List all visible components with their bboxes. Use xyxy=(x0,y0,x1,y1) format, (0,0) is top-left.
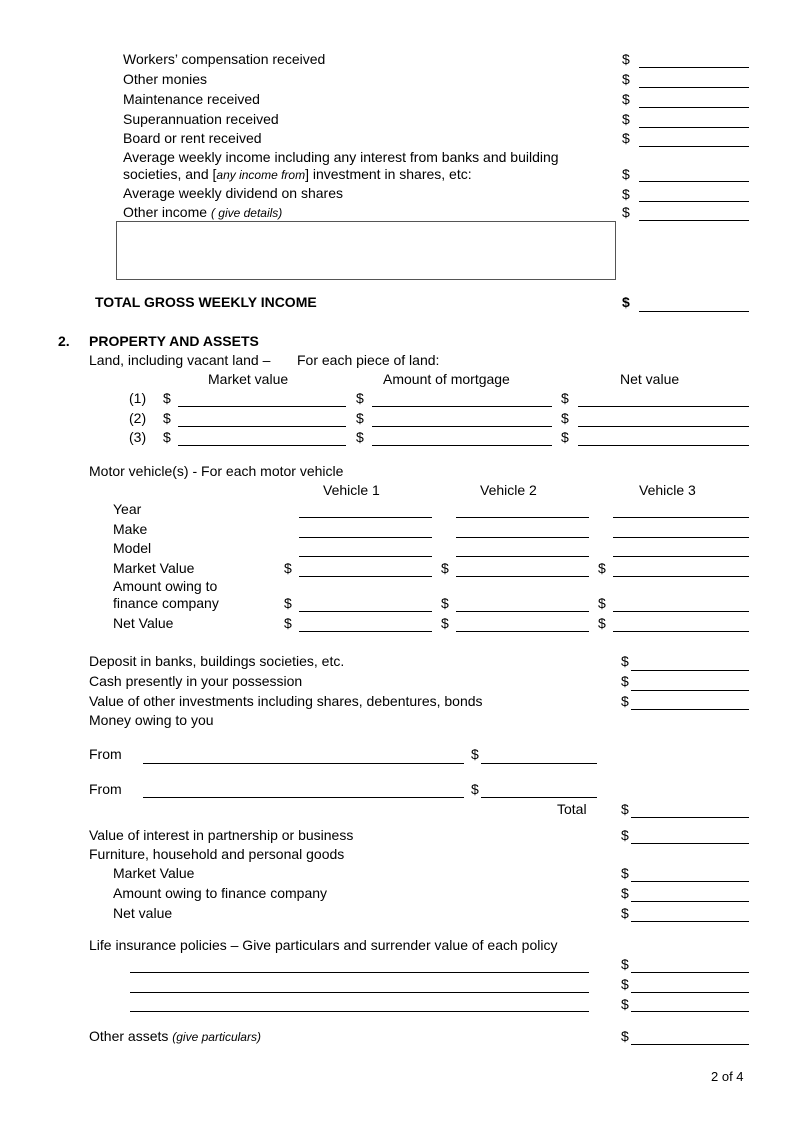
currency-sign: $ xyxy=(598,615,606,631)
vehicle-3-header: Vehicle 3 xyxy=(639,482,696,498)
currency-sign: $ xyxy=(441,595,449,611)
avg-weekly-field[interactable] xyxy=(639,181,749,182)
vehicle-2-year-field[interactable] xyxy=(456,517,589,518)
currency-sign: $ xyxy=(561,429,569,445)
currency-sign: $ xyxy=(356,429,364,445)
vehicle-3-year-field[interactable] xyxy=(613,517,749,518)
currency-sign: $ xyxy=(621,1028,629,1044)
land-2-market-field[interactable] xyxy=(178,426,346,427)
furniture-market-field[interactable] xyxy=(631,881,749,882)
workers-comp-field[interactable] xyxy=(639,67,749,68)
land-sub-label: For each piece of land: xyxy=(297,352,440,368)
currency-sign: $ xyxy=(621,905,629,921)
vehicle-1-year-field[interactable] xyxy=(299,517,432,518)
currency-sign: $ xyxy=(622,204,630,220)
vehicle-2-model-field[interactable] xyxy=(456,556,589,557)
vehicle-net-label: Net Value xyxy=(113,615,174,631)
currency-sign: $ xyxy=(284,560,292,576)
from-label: From xyxy=(89,781,122,797)
land-1-market-field[interactable] xyxy=(178,406,346,407)
currency-sign: $ xyxy=(471,781,479,797)
currency-sign: $ xyxy=(622,294,630,310)
life-policy-2-field[interactable] xyxy=(130,992,589,993)
vehicle-1-model-field[interactable] xyxy=(299,556,432,557)
land-1-net-field[interactable] xyxy=(578,406,749,407)
vehicle-market-label: Market Value xyxy=(113,560,195,576)
currency-sign: $ xyxy=(621,865,629,881)
vehicle-year-label: Year xyxy=(113,501,142,517)
furniture-owing-field[interactable] xyxy=(631,901,749,902)
owing-from-1-amount-field[interactable] xyxy=(481,763,597,764)
net-value-header: Net value xyxy=(620,371,680,387)
from-label: From xyxy=(89,746,122,762)
land-3-mortgage-field[interactable] xyxy=(372,445,552,446)
currency-sign: $ xyxy=(621,653,629,669)
life-policy-2-value-field[interactable] xyxy=(631,992,749,993)
vehicle-label: Motor vehicle(s) - For each motor vehicle xyxy=(89,463,344,479)
vehicle-2-owing-field[interactable] xyxy=(456,611,589,612)
maintenance-label: Maintenance received xyxy=(123,91,260,107)
vehicle-3-market-field[interactable] xyxy=(613,576,749,577)
currency-sign: $ xyxy=(622,130,630,146)
vehicle-3-model-field[interactable] xyxy=(613,556,749,557)
currency-sign: $ xyxy=(621,976,629,992)
land-3-market-field[interactable] xyxy=(178,445,346,446)
owing-total-field[interactable] xyxy=(631,817,749,818)
cash-label: Cash presently in your possession xyxy=(89,673,303,689)
section-heading: PROPERTY AND ASSETS xyxy=(89,333,259,349)
currency-sign: $ xyxy=(163,410,171,426)
vehicle-make-label: Make xyxy=(113,521,148,537)
currency-sign: $ xyxy=(284,595,292,611)
life-policy-3-value-field[interactable] xyxy=(631,1011,749,1012)
partnership-label: Value of interest in partnership or business xyxy=(89,827,354,843)
workers-comp-label: Workers’ compensation received xyxy=(123,51,326,67)
section-number: 2. xyxy=(58,333,70,349)
land-label: Land, including vacant land – xyxy=(89,352,271,368)
investments-field[interactable] xyxy=(631,709,749,710)
currency-sign: $ xyxy=(163,390,171,406)
vehicle-model-label: Model xyxy=(113,540,152,556)
furniture-label: Furniture, household and personal goods xyxy=(89,846,345,862)
owing-from-1-name-field[interactable] xyxy=(143,763,464,764)
furniture-net-label: Net value xyxy=(113,905,173,921)
currency-sign: $ xyxy=(621,693,629,709)
life-policy-3-field[interactable] xyxy=(130,1011,589,1012)
superannuation-label: Superannuation received xyxy=(123,111,279,127)
owing-from-2-amount-field[interactable] xyxy=(481,797,597,798)
partnership-field[interactable] xyxy=(631,843,749,844)
currency-sign: $ xyxy=(622,91,630,107)
land-2-net-field[interactable] xyxy=(578,426,749,427)
currency-sign: $ xyxy=(621,801,629,817)
other-assets-label: Other assets (give particulars) xyxy=(89,1028,261,1044)
currency-sign: $ xyxy=(621,827,629,843)
other-monies-label: Other monies xyxy=(123,71,208,87)
currency-sign: $ xyxy=(622,166,630,182)
currency-sign: $ xyxy=(163,429,171,445)
currency-sign: $ xyxy=(441,560,449,576)
life-policy-1-field[interactable] xyxy=(130,972,589,973)
other-income-details-box[interactable] xyxy=(116,221,616,280)
other-monies-field[interactable] xyxy=(639,87,749,88)
vehicle-1-market-field[interactable] xyxy=(299,576,432,577)
avg-dividend-label: Average weekly dividend on shares xyxy=(123,185,343,201)
currency-sign: $ xyxy=(622,111,630,127)
currency-sign: $ xyxy=(561,390,569,406)
mortgage-header: Amount of mortgage xyxy=(383,371,510,387)
currency-sign: $ xyxy=(284,615,292,631)
other-income-label: Other income ( give details) xyxy=(123,204,283,220)
deposit-label: Deposit in banks, buildings societies, etc. xyxy=(89,653,345,669)
market-value-header: Market value xyxy=(208,371,289,387)
vehicle-2-header: Vehicle 2 xyxy=(480,482,537,498)
vehicle-2-net-field[interactable] xyxy=(456,631,589,632)
vehicle-2-make-field[interactable] xyxy=(456,537,589,538)
other-assets-field[interactable] xyxy=(631,1044,749,1045)
money-owing-label: Money owing to you xyxy=(89,712,214,728)
vehicle-3-owing-field[interactable] xyxy=(613,611,749,612)
currency-sign: $ xyxy=(356,390,364,406)
avg-weekly-label-2: societies, and [any income from] investment in shares, etc: xyxy=(123,166,472,182)
land-2-mortgage-field[interactable] xyxy=(372,426,552,427)
cash-field[interactable] xyxy=(631,690,749,691)
land-3-net-field[interactable] xyxy=(578,445,749,446)
currency-sign: $ xyxy=(561,410,569,426)
currency-sign: $ xyxy=(598,595,606,611)
land-1-mortgage-field[interactable] xyxy=(372,406,552,407)
land-row-label: (2) xyxy=(129,410,147,426)
board-rent-label: Board or rent received xyxy=(123,130,262,146)
vehicle-1-make-field[interactable] xyxy=(299,537,432,538)
avg-weekly-label-1: Average weekly income including any interest from banks and building xyxy=(123,149,559,165)
vehicle-1-header: Vehicle 1 xyxy=(323,482,380,498)
deposit-field[interactable] xyxy=(631,670,749,671)
land-row-label: (1) xyxy=(129,390,147,406)
currency-sign: $ xyxy=(598,560,606,576)
life-policy-1-value-field[interactable] xyxy=(631,972,749,973)
currency-sign: $ xyxy=(622,71,630,87)
page-number: 2 of 4 xyxy=(711,1069,744,1084)
currency-sign: $ xyxy=(441,615,449,631)
furniture-owing-label: Amount owing to finance company xyxy=(113,885,328,901)
vehicle-owing-label-2: finance company xyxy=(113,595,219,611)
land-row-label: (3) xyxy=(129,429,147,445)
vehicle-1-net-field[interactable] xyxy=(299,631,432,632)
furniture-market-label: Market Value xyxy=(113,865,195,881)
total-income-field[interactable] xyxy=(639,311,749,312)
vehicle-3-make-field[interactable] xyxy=(613,537,749,538)
currency-sign: $ xyxy=(621,673,629,689)
owing-from-2-name-field[interactable] xyxy=(143,797,464,798)
maintenance-field[interactable] xyxy=(639,107,749,108)
currency-sign: $ xyxy=(621,885,629,901)
vehicle-3-net-field[interactable] xyxy=(613,631,749,632)
currency-sign: $ xyxy=(621,956,629,972)
currency-sign: $ xyxy=(356,410,364,426)
currency-sign: $ xyxy=(621,996,629,1012)
total-label: Total xyxy=(557,801,587,817)
life-insurance-label: Life insurance policies – Give particulars and surrender value of each policy xyxy=(89,937,558,953)
vehicle-2-market-field[interactable] xyxy=(456,576,589,577)
vehicle-1-owing-field[interactable] xyxy=(299,611,432,612)
currency-sign: $ xyxy=(622,51,630,67)
currency-sign: $ xyxy=(622,186,630,202)
investments-label: Value of other investments including shares, debentures, bonds xyxy=(89,693,483,709)
furniture-net-field[interactable] xyxy=(631,921,749,922)
other-income-field[interactable] xyxy=(639,220,749,221)
avg-dividend-field[interactable] xyxy=(639,201,749,202)
currency-sign: $ xyxy=(471,746,479,762)
superannuation-field[interactable] xyxy=(639,127,749,128)
vehicle-owing-label-1: Amount owing to xyxy=(113,578,218,594)
total-income-label: TOTAL GROSS WEEKLY INCOME xyxy=(95,294,317,310)
board-rent-field[interactable] xyxy=(639,146,749,147)
